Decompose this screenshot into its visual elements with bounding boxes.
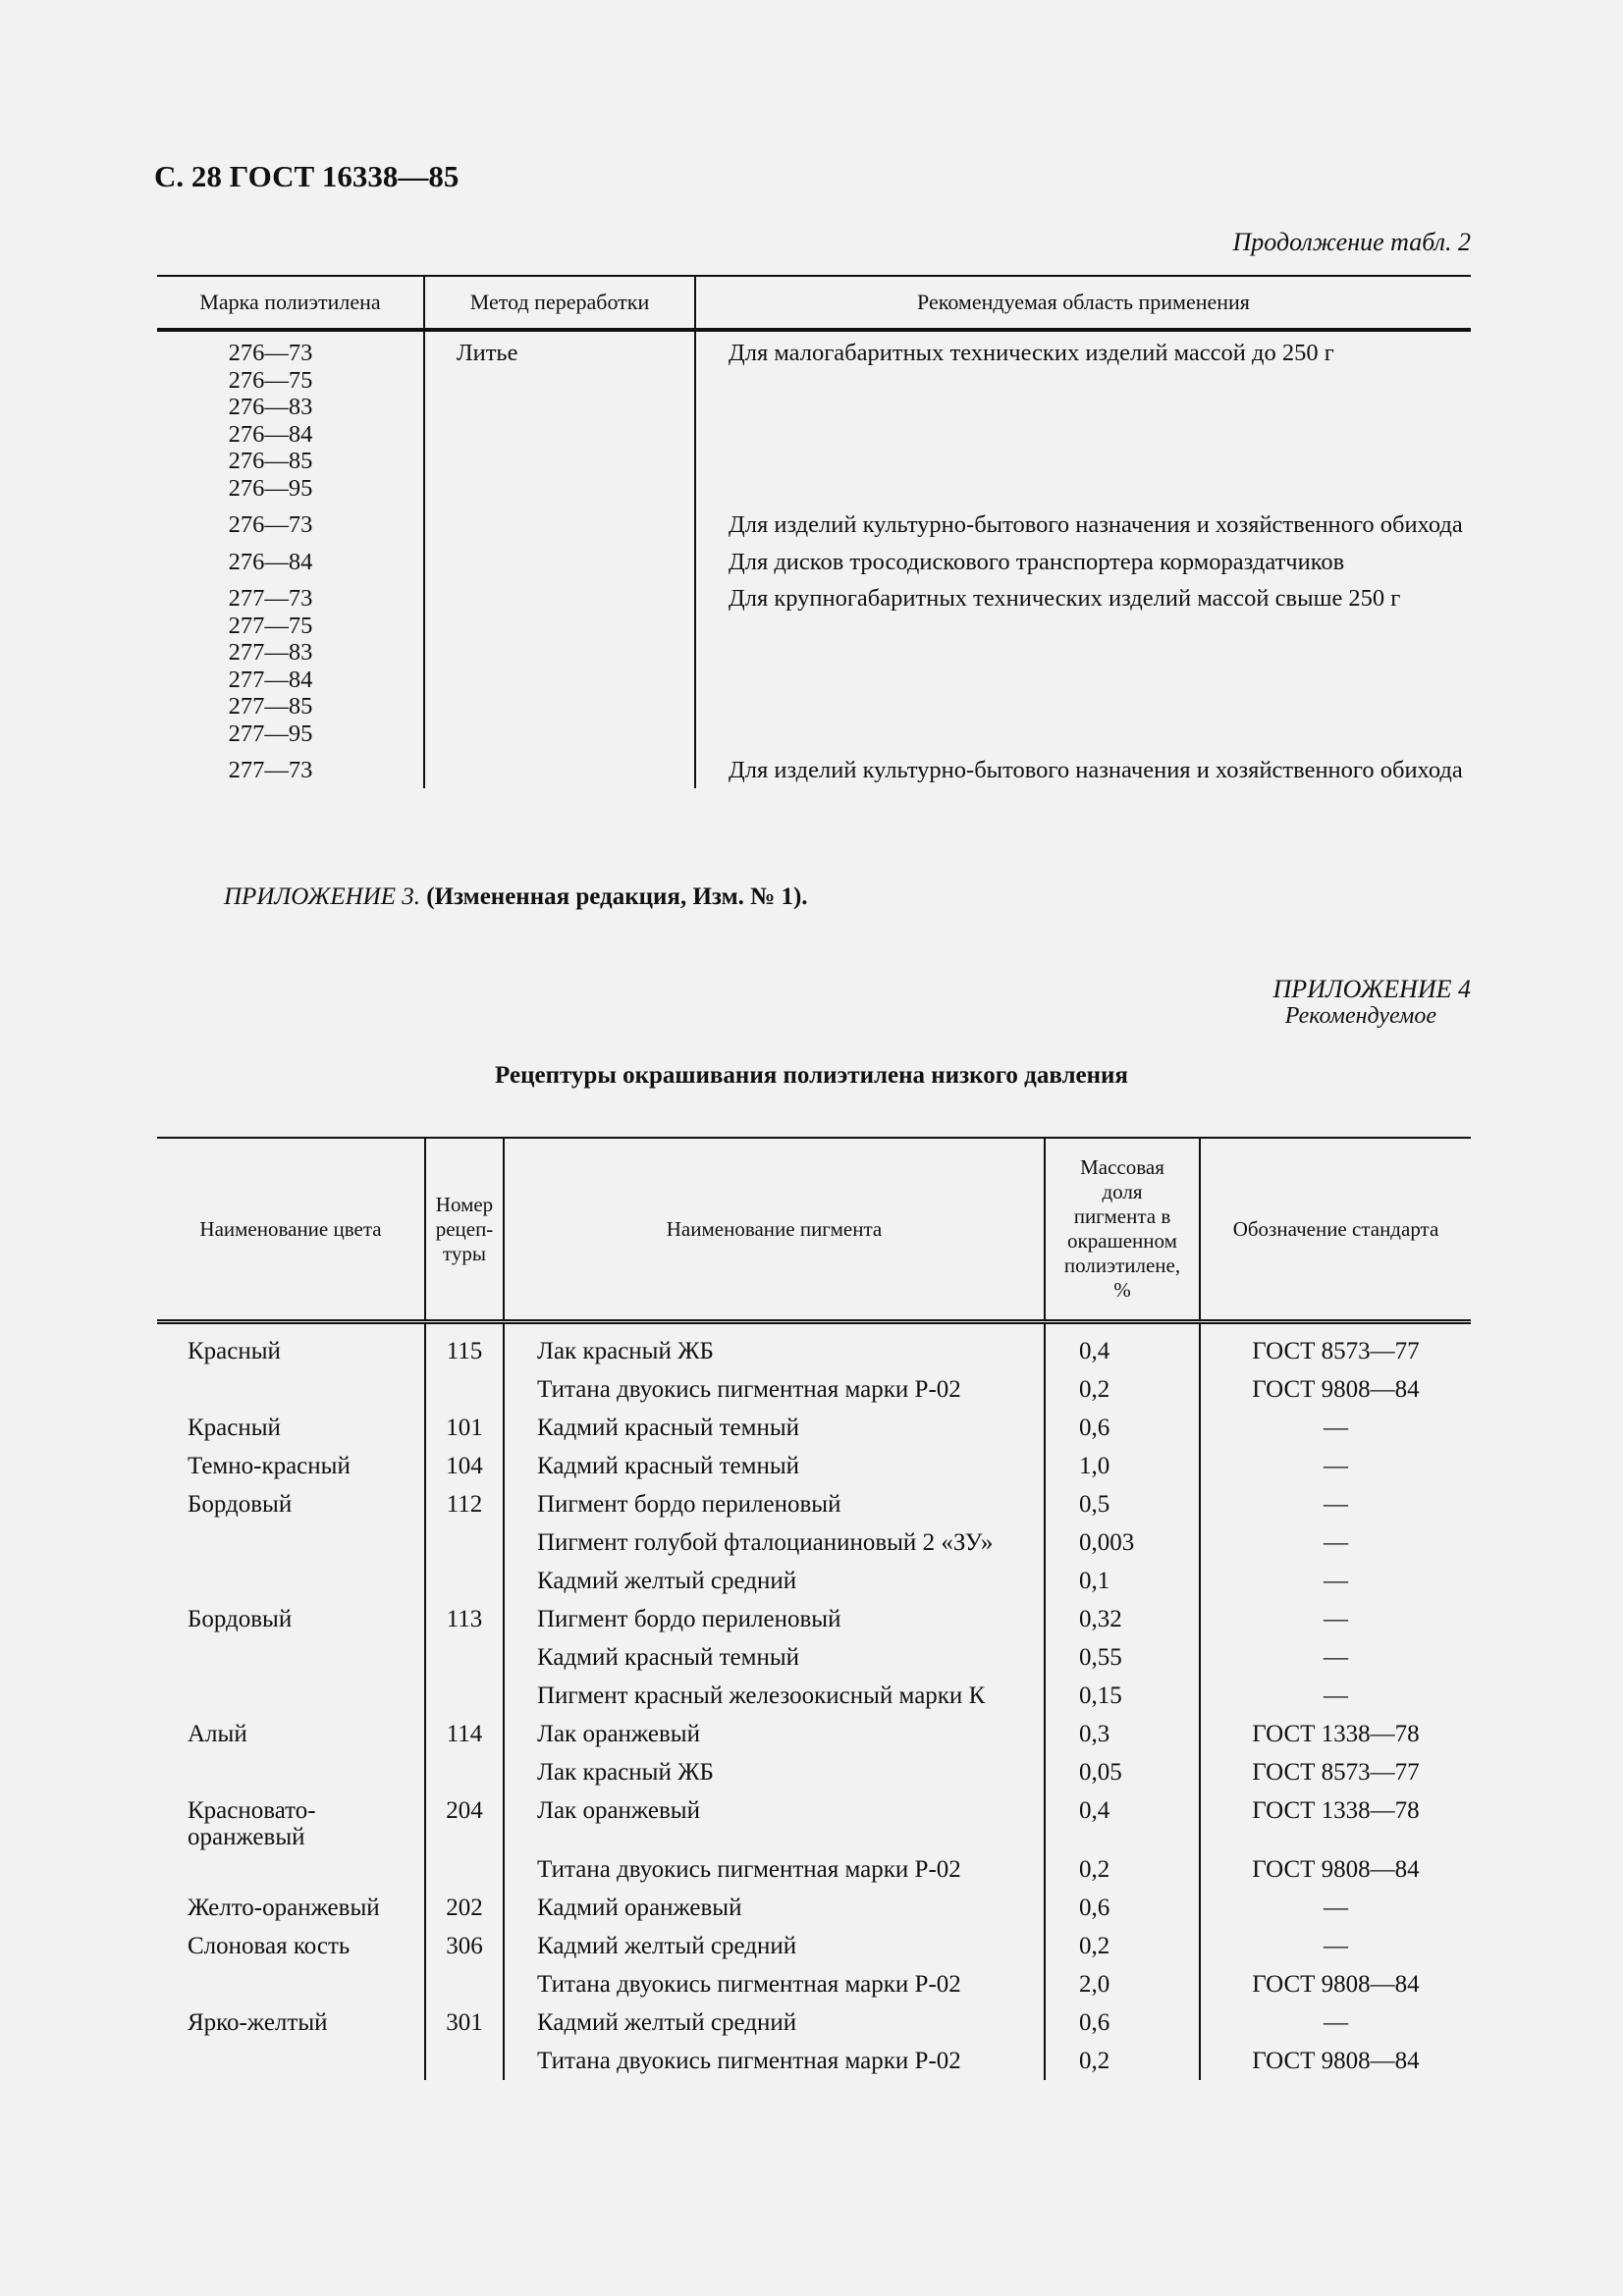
grade-cell [157,502,424,539]
pigment-name-cell: Титана двуокись пигментная марки Р-02 [504,2042,1045,2080]
grade-value: 276—84 [228,420,313,448]
pigment-name-cell: Пигмент красный железоокисный марки К [504,1677,1045,1715]
recipe-number-cell [425,1562,504,1600]
table-row [157,1409,1471,1447]
pigment-name-cell: Пигмент голубой фталоцианиновый 2 «ЗУ» [504,1523,1045,1562]
application-cell [695,539,1471,576]
grade-value: 277—95 [228,720,313,747]
pigment-name-cell: Пигмент бордо периленовый [504,1485,1045,1523]
table-row [157,1715,1471,1753]
color-name-cell [157,1523,425,1562]
amendment-note [224,883,808,911]
grade-value: 276—75 [228,366,313,394]
table-2-header-row [157,276,1471,330]
color-name-cell: Алый [157,1715,425,1753]
col-header-mass-share [1045,1138,1200,1322]
col-header-grade: Марка полиэтилена [157,276,424,330]
recipe-number-cell [425,1523,504,1562]
pigment-name-cell: Кадмий желтый средний [504,1927,1045,1965]
standard-cell: — [1324,1568,1348,1594]
table-row [157,1753,1471,1791]
mass-share-cell: 1,0 [1045,1447,1200,1485]
pigment-name-cell: Кадмий желтый средний [504,2003,1045,2042]
recipe-number-cell: 104 [425,1447,504,1485]
table-row [157,1322,1471,1371]
table-row [157,1965,1471,2003]
mass-share-cell: 0,6 [1045,1409,1200,1447]
standard-cell: ГОСТ 9808—84 [1252,2048,1420,2074]
recipe-number-cell: 101 [425,1409,504,1447]
method-cell [424,539,695,576]
recipe-number-cell: 306 [425,1927,504,1965]
table-row [157,1850,1471,1889]
header-line: рецеп- [435,1216,494,1241]
table-row [157,330,1471,502]
method-cell [424,575,695,747]
recipe-number-cell: 301 [425,2003,504,2042]
grade-cell [157,575,424,747]
pigment-name-cell: Титана двуокись пигментная марки Р-02 [504,1965,1045,2003]
amendment-note-ref: ПРИЛОЖЕНИЕ 3. [224,883,420,910]
col-header-pigment: Наименование пигмента [504,1138,1045,1322]
header-line: Массовая [1080,1155,1164,1179]
mass-share-cell: 0,2 [1045,1927,1200,1965]
mass-share-cell: 0,6 [1045,2003,1200,2042]
grade-value: 277—84 [228,666,313,693]
table-row [157,1638,1471,1677]
appendix-4-status: Рекомендуемое [1284,1003,1436,1029]
application-text: Для изделий культурно-бытового назначения и хозяйственного обихода [729,511,1463,538]
header-line: Номер [435,1192,494,1216]
page-header: С. 28 ГОСТ 16338—85 [154,159,460,193]
table-row [157,1485,1471,1523]
pigment-name-cell: Лак оранжевый [504,1791,1045,1850]
recipe-number-cell: 114 [425,1715,504,1753]
pigment-name-cell: Кадмий желтый средний [504,1562,1045,1600]
recipe-number-cell [425,2042,504,2080]
table-2-body [157,330,1471,788]
grade-value: 276—84 [228,548,313,575]
grade-value: 277—85 [228,693,313,720]
color-name-cell [157,1677,425,1715]
application-cell [695,330,1471,502]
color-name-cell: Бордовый [157,1600,425,1638]
grade-value: 276—85 [228,448,313,474]
table-row [157,1927,1471,1965]
pigment-name-cell: Кадмий красный темный [504,1447,1045,1485]
recipe-number-cell [425,1850,504,1889]
recipe-number-cell [425,1965,504,2003]
col-header-application: Рекомендуемая область применения [695,276,1471,330]
application-cell [695,747,1471,788]
color-name-cell: Красный [157,1322,425,1371]
application-text: Для крупногабаритных технических изделий массой свыше 250 г [729,585,1401,612]
table-row [157,747,1471,788]
standard-cell: — [1324,1933,1348,1959]
pigment-name-cell: Лак оранжевый [504,1715,1045,1753]
grade-cell [157,330,424,502]
mass-share-cell: 0,003 [1045,1523,1200,1562]
standard-cell: ГОСТ 1338—78 [1252,1721,1420,1747]
standard-cell: — [1324,1529,1348,1556]
table-row [157,1562,1471,1600]
color-name-cell: Слоновая кость [157,1927,425,1965]
mass-share-cell: 0,4 [1045,1791,1200,1850]
header-line: доля [1102,1180,1143,1203]
color-name-cell [157,1370,425,1409]
table-row [157,575,1471,747]
color-name-cell [157,1638,425,1677]
table-row [157,539,1471,576]
standard-cell: — [1324,1415,1348,1441]
standard-cell: — [1324,1682,1348,1709]
standard-cell: — [1324,1453,1348,1479]
grade-cell [157,747,424,788]
recipe-number-cell: 204 [425,1791,504,1850]
application-text: Для изделий культурно-бытового назначения и хозяйственного обихода [729,757,1463,783]
standard-cell: ГОСТ 9808—84 [1252,1376,1420,1403]
recipe-number-cell: 113 [425,1600,504,1638]
pigment-name-cell: Кадмий оранжевый [504,1889,1045,1927]
mass-share-cell: 0,15 [1045,1677,1200,1715]
table-row [157,2042,1471,2080]
standard-cell: — [1324,1606,1348,1632]
grade-value: 277—75 [228,612,313,639]
table-row [157,1889,1471,1927]
method-cell: Литье [424,330,695,502]
color-name-cell: Желто-оранжевый [157,1889,425,1927]
mass-share-cell: 0,6 [1045,1889,1200,1927]
color-name-cell: Ярко-желтый [157,2003,425,2042]
recipe-number-cell [425,1753,504,1791]
recipe-number-cell: 112 [425,1485,504,1523]
method-cell [424,502,695,539]
standard-cell: ГОСТ 8573—77 [1252,1759,1420,1786]
standard-cell: ГОСТ 1338—78 [1252,1797,1420,1824]
color-name-cell: Темно-красный [157,1447,425,1485]
mass-share-cell: 0,5 [1045,1485,1200,1523]
color-name-cell [157,1791,425,1850]
color-name-line: оранжевый [188,1824,305,1850]
col-header-color: Наименование цвета [157,1138,425,1322]
pigment-name-cell: Титана двуокись пигментная марки Р-02 [504,1850,1045,1889]
standard-cell: ГОСТ 9808—84 [1252,1971,1420,1998]
table-row [157,1791,1471,1850]
standard-cell: — [1324,1491,1348,1518]
grade-value: 277—83 [228,639,313,666]
mass-share-cell: 0,2 [1045,2042,1200,2080]
grade-value: 276—73 [228,511,313,538]
grade-cell [157,539,424,576]
mass-share-cell: 0,55 [1045,1638,1200,1677]
color-name-cell [157,1850,425,1889]
recipes-body [157,1322,1471,2081]
appendix-4-title: Рецептуры окрашивания полиэтилена низкого давления [495,1062,1128,1089]
table-row [157,1370,1471,1409]
standard-cell: — [1324,1644,1348,1671]
mass-share-cell: 0,1 [1045,1562,1200,1600]
table-row [157,2003,1471,2042]
table-row [157,502,1471,539]
table-2-continuation [157,275,1471,788]
header-line: пигмента в [1073,1204,1171,1228]
table-row [157,1523,1471,1562]
table-continuation-label: Продолжение табл. 2 [1232,228,1471,256]
appendix-4-label: ПРИЛОЖЕНИЕ 4 [1272,975,1471,1003]
application-text: Для дисков тросодискового транспортера кормораздатчиков [729,548,1345,575]
grade-value: 276—95 [228,474,313,502]
mass-share-cell: 0,3 [1045,1715,1200,1753]
pigment-name-cell: Титана двуокись пигментная марки Р-02 [504,1370,1045,1409]
pigment-name-cell: Кадмий красный темный [504,1409,1045,1447]
mass-share-cell: 0,4 [1045,1322,1200,1371]
color-name-line: Красновато- [188,1797,316,1824]
recipe-number-cell: 202 [425,1889,504,1927]
application-cell [695,502,1471,539]
header-line: туры [442,1241,486,1265]
pigment-name-cell: Кадмий красный темный [504,1638,1045,1677]
header-line: окрашенном [1067,1229,1177,1253]
col-header-recipe-number [425,1138,504,1322]
grade-value: 277—73 [228,757,313,783]
recipe-number-cell [425,1638,504,1677]
color-name-cell [157,1965,425,2003]
application-cell [695,575,1471,747]
color-name-cell [157,1562,425,1600]
grade-value: 276—73 [228,340,313,366]
color-name-cell: Бордовый [157,1485,425,1523]
standard-cell: ГОСТ 8573—77 [1252,1338,1420,1364]
amendment-note-text: (Измененная редакция, Изм. № 1). [426,883,808,910]
recipe-number-cell [425,1370,504,1409]
recipe-number-cell: 115 [425,1322,504,1371]
method-cell [424,747,695,788]
application-text: Для малогабаритных технических изделий массой до 250 г [729,340,1334,366]
mass-share-cell: 0,32 [1045,1600,1200,1638]
mass-share-cell: 0,2 [1045,1370,1200,1409]
pigment-name-cell: Лак красный ЖБ [504,1753,1045,1791]
standard-cell: — [1324,1895,1348,1921]
mass-share-cell: 0,2 [1045,1850,1200,1889]
col-header-standard: Обозначение стандарта [1200,1138,1471,1322]
color-name-cell [157,1753,425,1791]
standard-cell: — [1324,2009,1348,2036]
header-line: % [1113,1278,1131,1302]
grade-value: 276—83 [228,394,313,420]
coloring-recipes-table [157,1137,1471,2080]
color-name-cell [157,2042,425,2080]
pigment-name-cell: Пигмент бордо периленовый [504,1600,1045,1638]
standard-cell: ГОСТ 9808—84 [1252,1856,1420,1883]
color-name-cell: Красный [157,1409,425,1447]
pigment-name-cell: Лак красный ЖБ [504,1322,1045,1371]
recipes-header-row [157,1138,1471,1322]
grade-value: 277—73 [228,585,313,612]
table-row [157,1677,1471,1715]
header-line: полиэтилене, [1063,1254,1181,1277]
table-row [157,1600,1471,1638]
mass-share-cell: 0,05 [1045,1753,1200,1791]
recipe-number-cell [425,1677,504,1715]
table-row [157,1447,1471,1485]
col-header-method: Метод переработки [424,276,695,330]
mass-share-cell: 2,0 [1045,1965,1200,2003]
